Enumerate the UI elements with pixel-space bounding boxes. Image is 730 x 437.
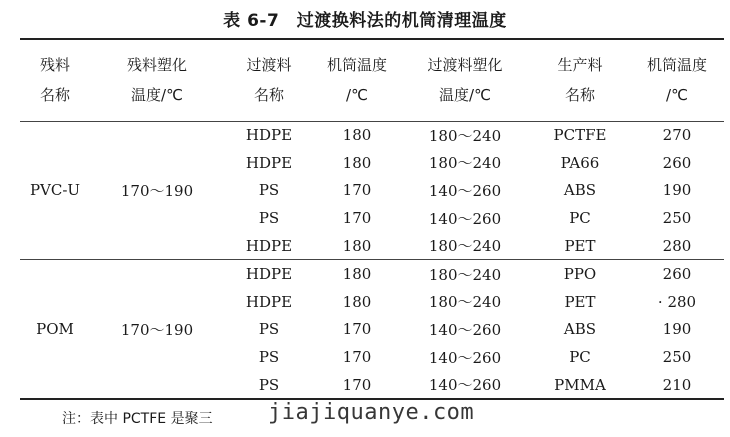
product-temp-cell: 190 <box>662 320 692 339</box>
plast-temp-cell: 140～260 <box>428 181 502 200</box>
table-title: 表 6-7 过渡换料法的机筒清理温度 <box>223 11 507 31</box>
product-temp-cell: 280 <box>630 232 724 260</box>
barrel-temp-cell: 170 <box>342 181 372 200</box>
plast-temp-cell: 140～260 <box>428 320 502 339</box>
plast-temp-cell: 140～260 <box>400 371 530 400</box>
product-cell: PMMA <box>530 371 630 400</box>
header-product-name: 生产料 名称 <box>530 39 630 121</box>
header-barrel-temp: 机筒温度 /℃ <box>314 39 400 121</box>
table-row <box>20 121 724 149</box>
barrel-temp-cell: 170 <box>342 320 372 339</box>
residue-temp-cell: 170～190 <box>90 121 224 260</box>
transition-cell: HDPE <box>245 292 293 311</box>
product-cell: PCTFE <box>553 126 607 145</box>
product-cell: ABS <box>563 181 597 200</box>
product-cell: PA66 <box>560 153 600 172</box>
temperature-table <box>20 38 724 398</box>
product-temp-cell: 190 <box>662 181 692 200</box>
table-row <box>20 260 724 288</box>
residue-name-cell: PVC-U <box>20 121 90 260</box>
barrel-temp-cell: 170 <box>342 348 372 367</box>
product-cell: PPO <box>563 265 597 284</box>
product-temp-cell: 210 <box>630 371 724 400</box>
product-temp-cell: 260 <box>662 265 692 284</box>
header-row <box>20 39 724 121</box>
product-cell: ABS <box>563 320 597 339</box>
product-cell: PET <box>530 232 630 260</box>
plast-temp-cell: 180～240 <box>428 265 502 284</box>
transition-cell: HDPE <box>245 265 293 284</box>
barrel-temp-cell: 180 <box>342 292 372 311</box>
transition-cell: PS <box>258 320 280 339</box>
plast-temp-cell: 140～260 <box>428 348 502 367</box>
header-transition-temp: 过渡料塑化 温度/℃ <box>400 39 530 121</box>
transition-cell: PS <box>224 371 314 400</box>
residue-temp-cell: 170～190 <box>90 260 224 399</box>
barrel-temp-cell: 170 <box>342 209 372 228</box>
barrel-temp-cell: 170 <box>314 371 400 400</box>
watermark: jiajiquanye.com <box>268 400 475 425</box>
product-temp-cell: 250 <box>662 348 692 367</box>
plast-temp-cell: 180～240 <box>428 293 502 312</box>
transition-cell: PS <box>258 209 280 228</box>
plast-temp-cell: 140～260 <box>428 209 502 228</box>
transition-cell: PS <box>258 181 280 200</box>
product-temp-cell: 250 <box>662 209 692 228</box>
product-temp-cell: 260 <box>662 153 692 172</box>
barrel-temp-cell: 180 <box>342 126 372 145</box>
plast-temp-cell: 180～240 <box>428 154 502 173</box>
table-footnote: 注：表中 PCTFE 是聚三 <box>62 411 213 427</box>
header-residue-name: 残料 名称 <box>20 39 90 121</box>
product-cell: PC <box>569 348 591 367</box>
header-residue-temp: 残料塑化 温度/℃ <box>90 39 224 121</box>
plast-temp-cell: 180～240 <box>400 232 530 260</box>
product-temp-cell: 270 <box>662 126 692 145</box>
product-cell: PC <box>569 209 591 228</box>
barrel-temp-cell: 180 <box>342 265 372 284</box>
barrel-temp-cell: 180 <box>342 153 372 172</box>
transition-cell: HDPE <box>245 126 293 145</box>
residue-name-cell: POM <box>20 260 90 399</box>
header-transition-name: 过渡料 名称 <box>224 39 314 121</box>
product-temp-cell: · 280 <box>657 292 697 311</box>
header-product-temp: 机筒温度 /℃ <box>630 39 724 121</box>
barrel-temp-cell: 180 <box>314 232 400 260</box>
product-cell: PET <box>564 292 596 311</box>
plast-temp-cell: 180～240 <box>428 126 502 145</box>
transition-cell: HDPE <box>245 153 293 172</box>
transition-cell: PS <box>258 348 280 367</box>
transition-cell: HDPE <box>224 232 314 260</box>
